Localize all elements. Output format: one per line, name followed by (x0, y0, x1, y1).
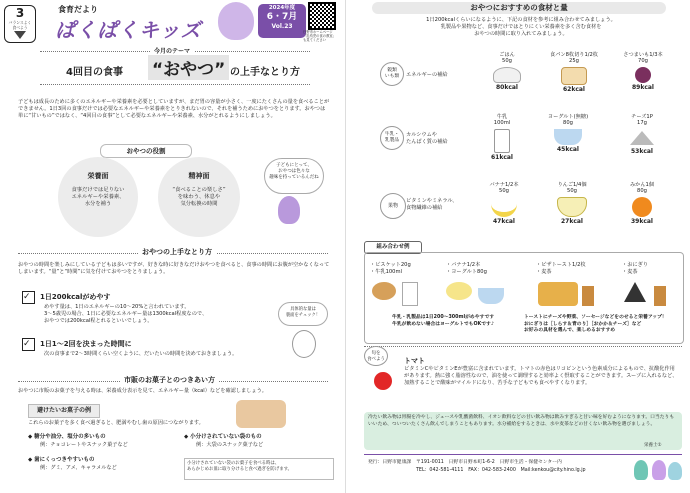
food-rice: ごはん 50g 80kcal (482, 52, 532, 91)
food-mandarin: みかん1個 80g 39kcal (629, 182, 655, 225)
biscuit-icon (372, 282, 396, 300)
how-intro: おやつの時間を楽しみにしている子どもは多いですが、好きな時に好きなだけおやつを食べると、食事の時間にお腹が空かなくなってしまいます。“量”と“時間”に気を付けておやつをとりましょう。 (18, 262, 330, 276)
seasonal-text: ビタミンCやビタミンEが豊富に含まれています。トマトの赤色はリコピンという色素成分によるもので、抗酸化作用があります。熱に強く脂溶性なので、油を使って調理すると効率よく摂取することができます。スープに入れるなど、加熱することで酸味がマイルドになり、苦手な子どもでも食べやすくなります。 (404, 366, 678, 387)
cat1-note: エネルギーの補給 (406, 72, 448, 78)
market-intro: おやつに市販のお菓子を与える時は、栄養成分表示を見て、エネルギー量（kcal）などを確認しましょう。 (18, 388, 267, 394)
qr-code-icon[interactable] (308, 2, 336, 30)
bread-icon (561, 67, 587, 85)
cone-icon (14, 31, 26, 39)
yogurt-bowl-icon (478, 288, 504, 304)
issue-year: 2024年度 (268, 5, 296, 11)
footer-note-box (364, 412, 682, 450)
point2-title: 1日1～2回を決まった時間に (40, 340, 132, 348)
mental-circle (158, 157, 240, 237)
avoid-item1-title: ◆ 糖分や油分、塩分の多いもの (28, 434, 106, 440)
qr-note: 日野市ホームページ 「乳幼児の食の教室」 も見てください (303, 30, 336, 42)
yogurt-icon (554, 129, 582, 145)
sweet-potato-icon (635, 67, 651, 83)
issuer-text: 発行：日野市健康課 〒191-0011 日野市日野本町1-6-2 日野市生活・保健センター内 (368, 460, 562, 465)
right-page (346, 0, 690, 493)
avoid-item3-title: ◆ 小分けされていない袋のもの (184, 434, 262, 440)
combo3-line1: ・ピザトースト1/2枚 (536, 262, 586, 268)
newsletter-title: ぱくぱくキッズ (55, 18, 202, 42)
signature: 栄養士① (644, 443, 662, 448)
point1-title: 1日200kcalがめやす (40, 293, 111, 301)
onigiri-icon (624, 282, 646, 302)
combo1-line2: ・牛乳100ml (370, 269, 402, 275)
avoid-note: 小分けされていない袋のお菓子を食べる時は、 あらかじめお皿に取り分けると食べ過ぎを防げます。 (184, 458, 334, 480)
series-name: 食育だより (58, 5, 98, 14)
banana-yogurt-icon (446, 282, 472, 300)
mascot-footer-icon-2 (652, 460, 666, 480)
combo4-line2: ・麦茶 (622, 269, 638, 275)
contact-text: TEL：042-581-4111 FAX：042-583-2400 Mail:kenkou@city.hino.lg.jp (416, 468, 586, 473)
combo2-line2: ・ヨーグルト80g (446, 269, 487, 275)
right-title: おやつにおすすめの食材と量 (372, 2, 666, 14)
mandarin-icon (632, 197, 652, 217)
combo-title: 組み合わせ例 (364, 241, 422, 254)
food-sweet-potato: さつまいも1/3本 70g 89kcal (623, 52, 663, 91)
avoid-item1-text: 例：チョコレートやスナック菓子など (40, 442, 128, 448)
combo-note1: 牛乳・乳製品は1日200～300mlがめやすです 牛乳が飲めない場合はヨーグルトでもOKです♪ (391, 315, 495, 327)
combo4-line1: ・おにぎり (622, 262, 648, 268)
theme-label: 今月のテーマ (150, 46, 194, 55)
point2-text: 次の食事まで2～3時間くらい空くように、だいたいの時間を決めておきましょう。 (44, 351, 238, 357)
footer-note: 冷たい飲み物は胃腸を冷やし、ジュースや乳酸菌飲料、イオン飲料などの甘い飲み物は飲みすぎると甘い味を好むようになります。口当たりもいいため、ついついたくさん飲んでしまうこともあります。水分補給をするときは、水や麦茶などの甘くない飲み物を選びましょう。 (368, 415, 675, 427)
milk-glass-icon (402, 282, 418, 306)
pizza-toast-icon (538, 282, 578, 306)
combo1-line1: ・ビスケット20g (370, 262, 411, 268)
food-bread: 食パン8枚切り1/2枚 25g 62kcal (550, 52, 598, 93)
point1-bubble: 具体的な量は 裏面をチェック！ (278, 302, 328, 326)
avoid-item2-text: 例：グミ、アメ、キャラメルなど (40, 465, 117, 471)
avoid-intro: これらのお菓子を多く食べ過ぎると、肥満やむし歯の原因につながります。 (28, 420, 204, 426)
tea-glass-icon (582, 286, 594, 306)
badge-number: 3 (15, 6, 25, 20)
cat2-note: カルシウムや たんぱく質の補給 (406, 132, 448, 145)
banana-icon (491, 197, 517, 217)
nutrition-circle (58, 157, 138, 237)
checkbox-icon-2: ✓ (22, 338, 35, 351)
cat1-icon: 穀類 いも類 (380, 62, 404, 86)
theme-title-post: の上手なとり方 (230, 67, 300, 78)
right-intro: 1日200kcalくらいになるように、下記の食材を参考に組み合わせてみましょう。 乳製品や果物など、食事だけではとりにくい栄養素を多く含む食材を おやつの時間に取り入れてみましょう。 (426, 17, 616, 38)
mascot-icon (218, 2, 254, 40)
combo3-line2: ・麦茶 (536, 269, 552, 275)
seasonal-name: トマト (404, 357, 425, 365)
cat3-icon: 果物 (380, 193, 406, 219)
avoid-item2-title: ◆ 歯にくっつきやすいもの (28, 457, 95, 463)
avoid-title: 避けたいお菓子の例 (28, 404, 100, 418)
food-apple: りんご1/4個 50g 27kcal (557, 182, 587, 225)
checkbox-icon-1: ✓ (22, 291, 35, 304)
snacks-illustration-icon (236, 400, 286, 428)
cat2-icon: 牛乳・ 乳製品 (380, 126, 404, 150)
theme-title-key: “おやつ” (148, 55, 229, 80)
nutrition-text: 食事だけでは足りない エネルギーや栄養素、 水分を補う (71, 187, 125, 207)
point1-text: めやす量は、1日のエネルギーの10～20%と言われています。 3～5歳児の場合、1日に必要なエネルギー量は1300kcal程度なので、 おやつでは200kcal程とれるといいでしょう。 (44, 304, 208, 325)
rice-icon (493, 67, 521, 83)
cat3-note: ビタミンやミネラル、 食物繊維の補給 (406, 198, 458, 211)
mental-label: 精神面 (188, 172, 210, 180)
intro-text: 子どもは成長のために多くのエネルギーや栄養素を必要としていますが、まだ胃の容量が小さく、一度にたくさんの量を食べることができません。1日3回の食事だけでは必要なエネルギーや栄養素をとりきれないので、それを補うためにおやつをとります。おやつは単に“甘いもの”ではなく、“4回目の食事”として必要なエネルギーや栄養素、水分がとれるようにしましょう。 (18, 99, 330, 120)
food-cheese: チーズ1P 17g 53kcal (630, 114, 653, 155)
milk-icon (494, 129, 510, 153)
mascot-outline-icon (292, 330, 316, 358)
theme-block (40, 44, 310, 100)
issue-vol: Vol.23 (271, 23, 293, 30)
theme-title-pre: 4回目の食事 (66, 67, 123, 78)
role-bubble: 子どもにとって、 おやつは色々な 趣味を持っているんだね (264, 158, 324, 194)
food-yogurt: ヨーグルト(無糖) 80g 45kcal (547, 114, 589, 153)
tea-glass-icon-2 (654, 286, 666, 306)
footer-rule (364, 454, 682, 455)
role-title: おやつの役割 (100, 144, 192, 158)
combo2-line1: ・バナナ1/2本 (446, 262, 481, 268)
food-milk: 牛乳 100ml 61kcal (490, 114, 513, 161)
mascot-small-icon (278, 196, 300, 224)
market-title: 市販のお菓子とのつきあい方 (120, 375, 219, 385)
nutrition-label: 栄養面 (87, 172, 109, 180)
issue-box (258, 4, 306, 38)
food-banana: バナナ1/2本 50g 47kcal (489, 182, 519, 225)
cheese-icon (630, 131, 654, 145)
mascot-footer-icon-1 (634, 460, 648, 480)
tomato-icon (374, 372, 392, 390)
balance-badge (4, 5, 36, 43)
avoid-item3-text: 例：大袋のスナック菓子など (196, 442, 264, 448)
header (0, 0, 345, 42)
mascot-footer-icon-3 (668, 462, 682, 480)
seasonal-badge: 旬を 食べよう (364, 346, 388, 366)
combo-note2: トーストにチーズや野菜、ソーセージなどをのせると栄養アップ！ おにぎりは［しらす＆青のり］［おかか＆チーズ］など お好みの具材を選んで、楽しめるおすすめ (524, 315, 667, 333)
mental-text: “食べることの楽しさ” を味わう、休息や 気分転換の時間 (172, 187, 226, 207)
apple-icon (557, 197, 587, 217)
issue-month: 6・7月 (266, 12, 298, 22)
badge-sub: バランスよく 食べよう (8, 20, 32, 30)
how-title: おやつの上手なとり方 (138, 247, 216, 257)
